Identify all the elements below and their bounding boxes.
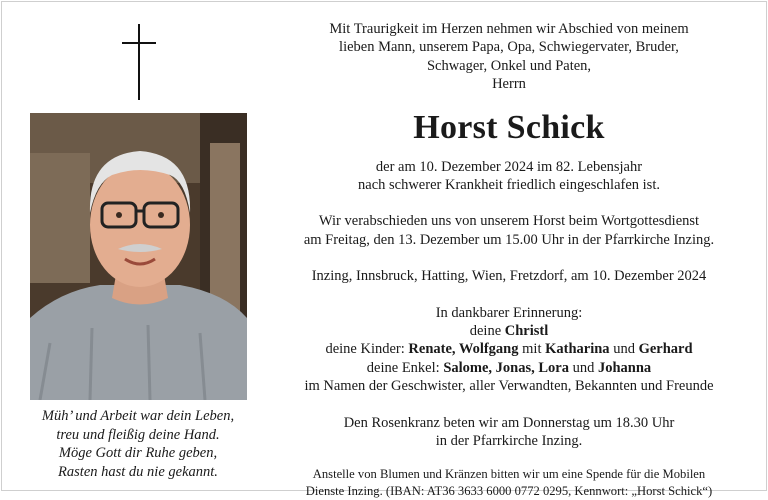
death-line: nach schwerer Krankheit friedlich eingeschlafen ist. — [358, 177, 660, 194]
place-date: Inzing, Innsbruck, Hatting, Wien, Fretzdorf, am 10. Dezember 2024 — [311, 268, 707, 285]
memory-siblings: im Namen der Geschwister, aller Verwandten, Bekannten und Freunde — [304, 378, 714, 395]
memory-grandchildren: deine Enkel: Salome, Jonas, Lora und Johanna — [366, 359, 652, 376]
obituary-card — [1, 1, 767, 498]
memorial-verse — [22, 407, 254, 481]
intro-line: lieben Mann, unserem Papa, Opa, Schwiegervater, Bruder, — [339, 39, 679, 56]
rosary-line: Den Rosenkranz beten wir am Donnerstag um 18.30 Uhr — [343, 414, 675, 431]
intro-line: Mit Traurigkeit im Herzen nehmen wir Abschied von meinem — [329, 21, 689, 37]
service-line: am Freitag, den 13. Dezember um 15.00 Uhr in der Pfarrkirche Inzing. — [303, 231, 715, 248]
intro-line: Herrn — [492, 76, 526, 93]
death-line: der am 10. Dezember 2024 im 82. Lebensjahr — [375, 158, 643, 175]
cross-icon — [122, 24, 156, 102]
obituary-text — [264, 20, 754, 500]
verse-line: Müh’ und Arbeit war dein Leben, — [41, 408, 235, 424]
memory-children: deine Kinder: Renate, Wolfgang mit Katharina und Gerhard — [325, 341, 693, 358]
service-line: Wir verabschieden uns von unserem Horst beim Wortgottesdienst — [318, 213, 700, 230]
verse-line: Rasten hast du nie gekannt. — [58, 463, 218, 480]
deceased-name: Horst Schick — [413, 108, 605, 146]
rosary-line: in der Pfarrkirche Inzing. — [435, 433, 583, 450]
donation-line: Dienste Inzing. (IBAN: AT36 3633 6000 0772 0295, Kennwort: „Horst Schick“) — [305, 483, 713, 498]
portrait-photo — [30, 113, 247, 400]
verse-line: Möge Gott dir Ruhe geben, — [58, 445, 218, 461]
donation-line: Anstelle von Blumen und Kränzen bitten wir um eine Spende für die Mobilen — [312, 466, 706, 481]
verse-line: treu und fleißig deine Hand. — [56, 426, 220, 443]
memory-wife: deine Christl — [469, 323, 549, 340]
memory-heading: In dankbarer Erinnerung: — [435, 304, 583, 321]
intro-line: Schwager, Onkel und Paten, — [426, 57, 592, 74]
